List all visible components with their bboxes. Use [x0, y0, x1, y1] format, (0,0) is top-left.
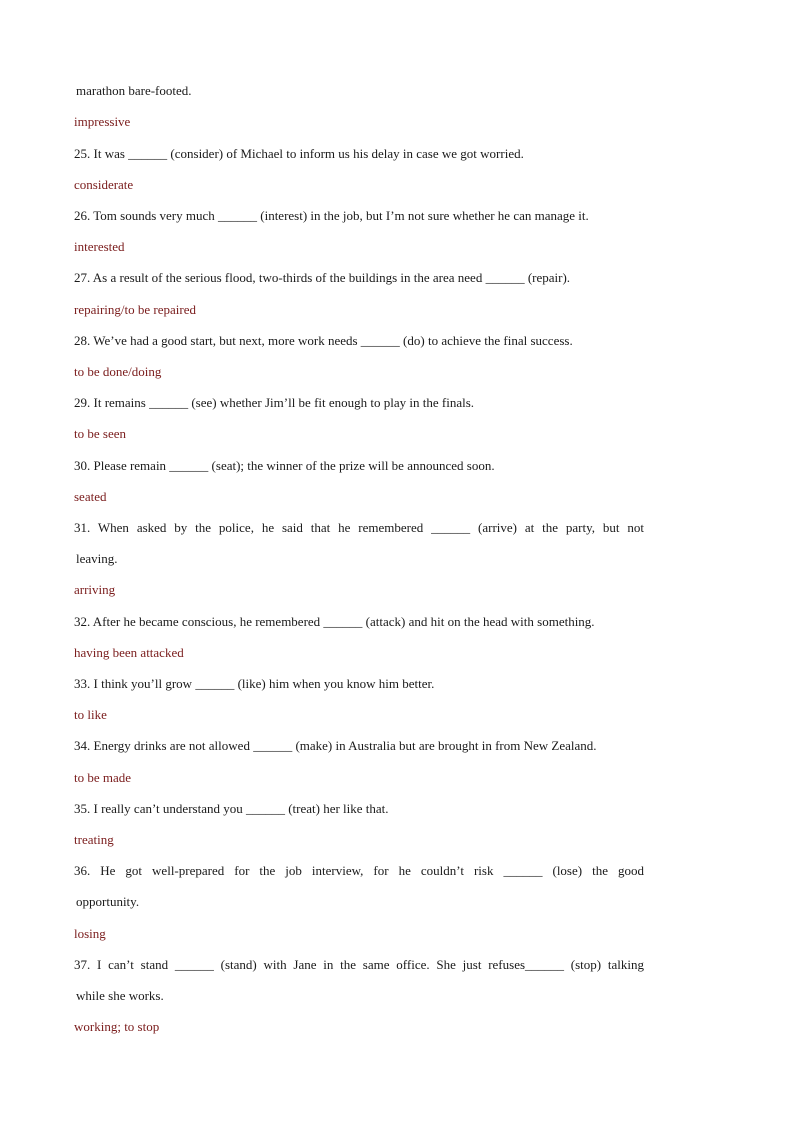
question-26: 26. Tom sounds very much ______ (interest) in the job, but I’m not sure whether he can manage it. — [74, 208, 589, 223]
answer-text: to be seen — [74, 426, 126, 441]
question-continuation: opportunity. — [76, 894, 140, 909]
answer-text: treating — [74, 832, 114, 847]
question-33: 33. I think you’ll grow ______ (like) him when you know him better. — [74, 676, 435, 691]
question-36: 36. He got well-prepared for the job interview, for he couldn’t risk ______ (lose) the good — [74, 863, 644, 878]
answer-text: to be done/doing — [74, 364, 162, 379]
answer-text: to like — [74, 707, 107, 722]
answer-text: interested — [74, 239, 125, 254]
question-32: 32. After he became conscious, he remembered ______ (attack) and hit on the head with something. — [74, 614, 595, 629]
answer-text: working; to stop — [74, 1019, 160, 1034]
question-37: 37. I can’t stand ______ (stand) with Jane in the same office. She just refuses______ (stop) talking — [74, 957, 644, 972]
question-30: 30. Please remain ______ (seat); the winner of the prize will be announced soon. — [74, 458, 495, 473]
question-34: 34. Energy drinks are not allowed ______ (make) in Australia but are brought in from New Zealand. — [74, 738, 597, 753]
answer-text: having been attacked — [74, 645, 184, 660]
question-27: 27. As a result of the serious flood, two-thirds of the buildings in the area need ______ (repair). — [74, 270, 571, 285]
question-35: 35. I really can’t understand you ______ (treat) her like that. — [74, 801, 389, 816]
question-continuation: leaving. — [76, 551, 118, 566]
answer-text: to be made — [74, 770, 132, 785]
question-29: 29. It remains ______ (see) whether Jim’ll be fit enough to play in the finals. — [74, 395, 475, 410]
answer-text: arriving — [74, 582, 116, 597]
question-28: 28. We’ve had a good start, but next, more work needs ______ (do) to achieve the final success. — [74, 333, 573, 348]
answer-text: considerate — [74, 177, 134, 192]
question-continuation: while she works. — [76, 988, 164, 1003]
answer-text: losing — [74, 926, 106, 941]
question-25: 25. It was ______ (consider) of Michael to inform us his delay in case we got worried. — [74, 146, 524, 161]
answer-text: impressive — [74, 114, 131, 129]
answer-text: seated — [74, 489, 107, 504]
question-31: 31. When asked by the police, he said that he remembered ______ (arrive) at the party, but not — [74, 520, 644, 535]
question-continuation: marathon bare-footed. — [76, 83, 192, 98]
answer-text: repairing/to be repaired — [74, 302, 196, 317]
